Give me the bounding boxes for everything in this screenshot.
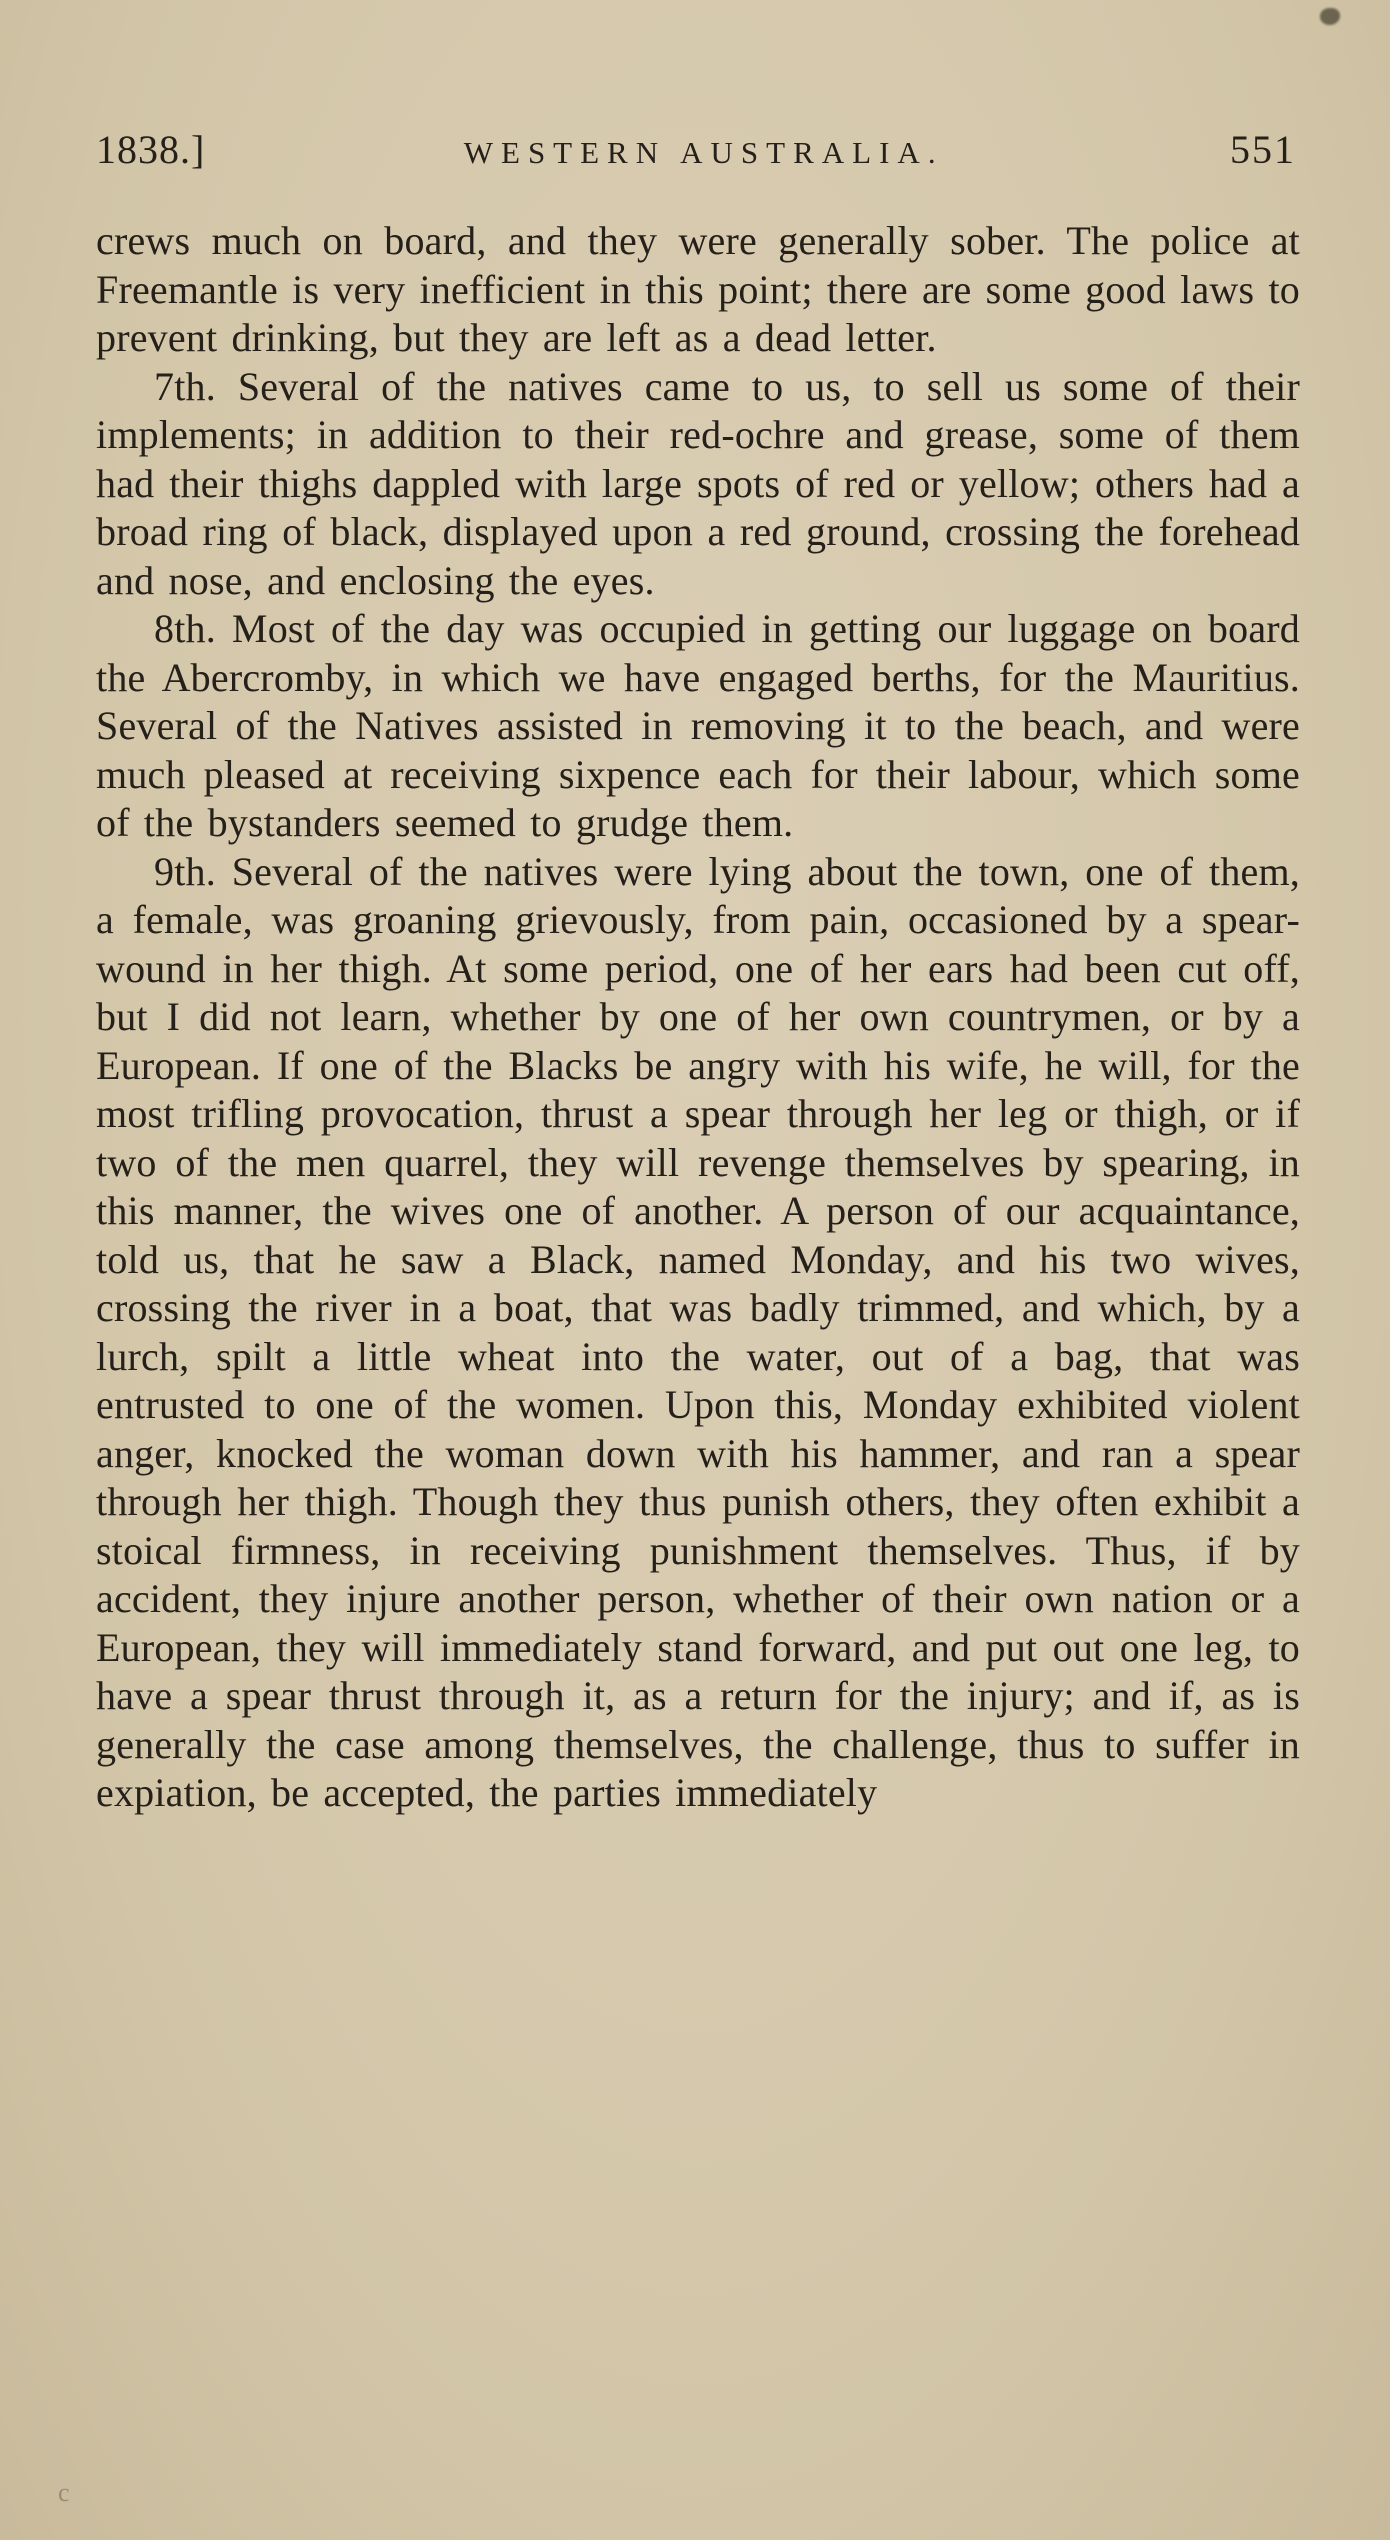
paragraph-9th: 9th. Several of the natives were lying about the town, one of them, a female, was groaning grievously, from pain, occasioned by a spear-wound in her thigh. At some period, one of her ears had been cut off, but I did not learn, whether by one of her own countrymen, or by a European. If one of the Blacks be angry with his wife, he will, for the most trifling provocation, thrust a spear through her leg or thigh, or if two of the men quarrel, they will revenge themselves by spearing, in this manner, the wives one of another. A person of our acquaintance, told us, that he saw a Black, named Monday, and his two wives, crossing the river in a boat, that was badly trimmed, and which, by a lurch, spilt a little wheat into the water, out of a bag, that was entrusted to one of the women. Upon this, Monday exhibited violent anger, knocked the woman down with his hammer, and ran a spear through her thigh. Though they thus punish others, they often exhibit a stoical firmness, in receiving punishment themselves. Thus, if by accident, they injure another person, whether of their own nation or a European, they will immediately stand forward, and put out one leg, to have a spear thrust through it, as a return for the injury; and if, as is generally the case among themselves, the challenge, thus to suffer in expiation, be accepted, the parties immediately xyxy=(96,848,1300,1815)
page-number: 551 xyxy=(1230,127,1296,172)
paragraph-8th: 8th. Most of the day was occupied in getting our luggage on board the Abercromby, in which we have engaged berths, for the Mauritius. Several of the Natives assisted in removing it to the beach, and were much pleased at receiving sixpence each for their labour, which some of the bystanders seemed to grudge them. xyxy=(96,606,1300,845)
stray-mark: c xyxy=(58,2478,70,2507)
paragraph-continuation: crews much on board, and they were generally sober. The police at Freemantle is very inefficient in this point; there are some good laws to prevent drinking, but they are left as a dead letter. xyxy=(96,218,1300,360)
paragraph-7th: 7th. Several of the natives came to us, to sell us some of their implements; in addition to their red-ochre and grease, some of them had their thighs dappled with large spots of red or yellow; others had a broad ring of black, displayed upon a red ground, crossing the forehead and nose, and enclosing the eyes. xyxy=(96,363,1300,603)
page-body xyxy=(96,217,1300,1818)
page-header xyxy=(96,126,1296,173)
header-year: 1838.] xyxy=(96,127,206,172)
running-title: WESTERN AUSTRALIA. xyxy=(463,135,944,170)
